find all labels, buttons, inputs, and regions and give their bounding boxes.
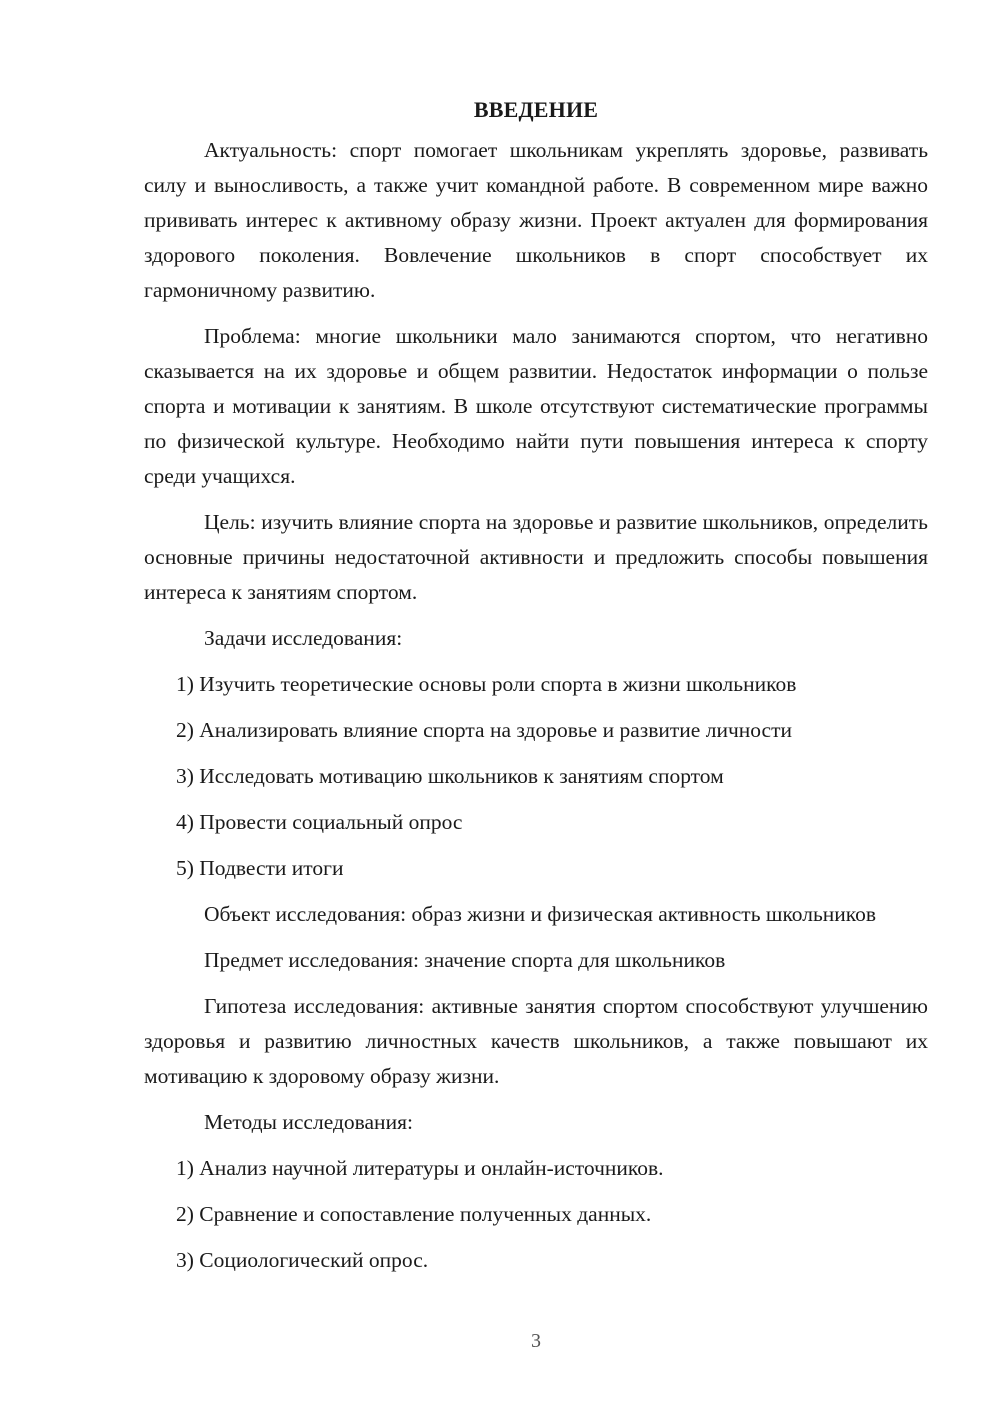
page-title: ВВЕДЕНИЕ (473, 97, 599, 122)
methods-list (144, 1151, 928, 1278)
subject-paragraph: Предмет исследования: значение спорта для школьников (204, 948, 726, 972)
task-item: 3) Исследовать мотивацию школьников к занятиям спортом (176, 764, 724, 788)
object-paragraph: Объект исследования: образ жизни и физическая активность школьников (204, 902, 877, 926)
task-item: 1) Изучить теоретические основы роли спорта в жизни школьников (176, 672, 797, 696)
document-page (144, 92, 928, 1289)
task-item: 4) Провести социальный опрос (176, 810, 463, 834)
tasks-list (144, 667, 928, 886)
methods-label: Методы исследования: (204, 1110, 413, 1134)
problem-paragraph: Проблема: многие школьники мало занимаются спортом, что негативно сказывается на их здоровье и общем развитии. Недостаток информации о пользе спорта и мотивации к занятиям. В школе отсутствуют систематические программы по физической культуре. Необходимо найти пути повышения интереса к спорту среди учащихся. (144, 324, 928, 488)
hypothesis-paragraph: Гипотеза исследования: активные занятия спортом способствуют улучшению здоровья и развитию личностных качеств школьников, а также повышают их мотивацию к здоровому образу жизни. (144, 994, 928, 1088)
relevance-paragraph: Актуальность: спорт помогает школьникам укреплять здоровье, развивать силу и выносливость, а также учит командной работе. В современном мире важно прививать интерес к активному образу жизни. Проект актуален для формирования здорового поколения. Вовлечение школьников в спорт способствует их гармоничному развитию. (144, 138, 928, 302)
method-item: 3) Социологический опрос. (176, 1248, 429, 1272)
page-number: 3 (531, 1330, 541, 1352)
method-item: 2) Сравнение и сопоставление полученных данных. (176, 1202, 652, 1226)
task-item: 5) Подвести итоги (176, 856, 344, 880)
goal-paragraph: Цель: изучить влияние спорта на здоровье и развитие школьников, определить основные причины недостаточной активности и предложить способы повышения интереса к занятиям спортом. (144, 510, 928, 604)
tasks-label: Задачи исследования: (204, 626, 403, 650)
method-item: 1) Анализ научной литературы и онлайн-источников. (176, 1156, 664, 1180)
task-item: 2) Анализировать влияние спорта на здоровье и развитие личности (176, 718, 792, 742)
